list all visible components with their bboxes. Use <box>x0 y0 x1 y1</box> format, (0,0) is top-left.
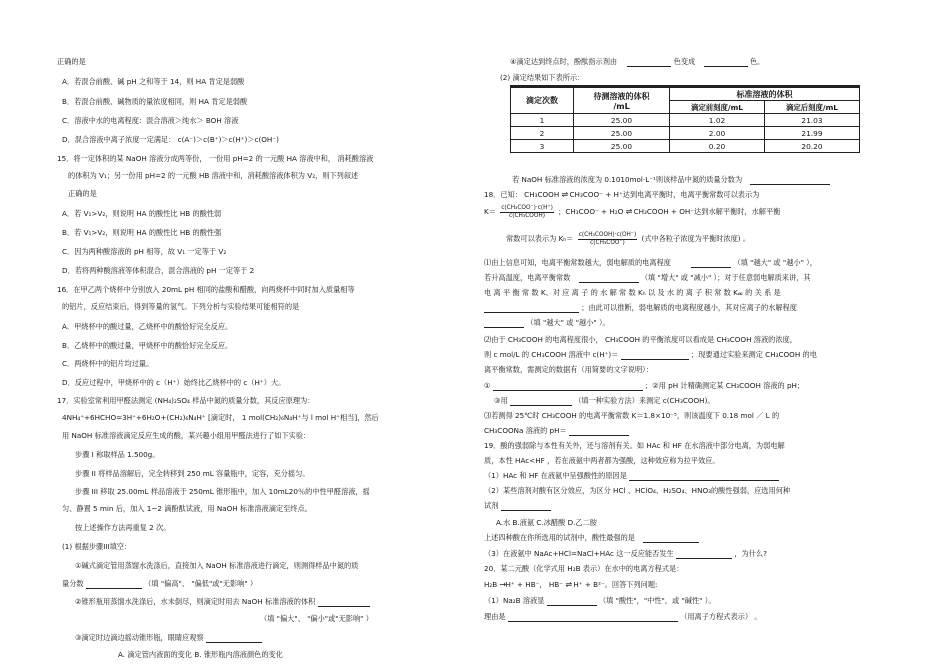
text-line: （2）某些溶剂对酸有区分效应，为区分 HCl 、HClO₄、H₂SO₄、HNO₃的酸性强弱，应选用何种 <box>484 486 791 495</box>
option-d: D．若将两种酸溶液等体积混合，混合溶液的 pH 一定等于 2 <box>62 266 255 275</box>
options-line: A.水 B.液氨 C.冰醋酸 D.乙二胺 <box>496 518 597 527</box>
text-line <box>484 471 779 481</box>
text-line <box>484 501 551 511</box>
question-19: 19．酸的强弱除与本性有关外，还与溶剂有关。如 HAc 和 HF 在水溶液中部分电离，为弱电解 <box>484 441 785 450</box>
label: ④滴定达到终点时，酚酞指示剂由 <box>510 57 618 66</box>
denominator: c(CH₃COO⁻) <box>590 239 625 246</box>
label: （填一种实验方法）来测定 c(CH₃COOH)。 <box>574 396 715 405</box>
cell: 2.00 <box>670 127 765 140</box>
numerator: c(CH₃COOH)·c(OH⁻) <box>578 232 637 238</box>
question-16: 16．在甲乙两个烧杯中分别放入 20mL pH 相同的盐酸和醋酸，向两烧杯中同时加入质量相等 <box>57 285 355 294</box>
naoh-line <box>512 175 830 185</box>
question-17: 17．实验室常利用甲醛法测定 (NH₄)₂SO₄ 样品中氮的质量分数，其反应原理为： <box>57 396 315 405</box>
option-d: D．混合溶液中离子浓度一定满足： c(A⁻)＞c(B⁺)＞c(H⁺)＞c(OH⁻) <box>62 135 279 144</box>
cell: 25.00 <box>574 140 670 153</box>
header-volume <box>574 88 670 114</box>
answer-blank[interactable] <box>676 550 732 559</box>
step-3: 步骤 III 移取 25.00mL 样品溶液于 250mL 锥形瓶中，加入 10mL20％的中性甲醛溶液，摇 <box>75 487 370 496</box>
label: H₂B <box>484 580 498 589</box>
question-15: 15．将一定体积的某 NaOH 溶液分成两等份， 一份用 pH=2 的一元酸 HA 溶液中和， 消耗酸溶液 <box>57 154 374 163</box>
header-before: 滴定前刻度/mL <box>670 101 765 114</box>
text-line <box>62 579 257 589</box>
equilibrium-arrow-icon: ⇌ <box>625 207 632 216</box>
text-line: 质，本性 HAc<HF ，若在液氨中两者都为强酸，这种效应称为拉平效应。 <box>484 456 720 465</box>
text-line <box>484 381 804 391</box>
label: K＝ <box>484 207 496 216</box>
kh-expression <box>506 232 750 246</box>
label: 则 c mol/L 的 CH₃COOH 溶液中 c(H⁺)＝ <box>484 350 619 359</box>
answer-blank[interactable] <box>508 613 678 622</box>
label: ③用 <box>494 396 508 405</box>
label: 常数可以表示为 Kₕ＝ <box>506 234 574 243</box>
options-line: A. 滴定管内液面的变化 B. 锥形瓶内溶液颜色的变化 <box>118 650 283 659</box>
label: ⑴由上信息可知，电离平衡常数越大，弱电解质的电离程度 <box>484 258 671 267</box>
option-c: C．因为两种酸溶液的 pH 相等，故 V₁ 一定等于 V₂ <box>62 247 227 256</box>
text-line <box>484 612 762 622</box>
hint: （用离子方程式表示） 。 <box>680 612 762 621</box>
cell: 1.02 <box>670 114 765 127</box>
header-volume-text: 待测溶液的体积 <box>593 91 650 101</box>
equilibrium-arrow-icon: ⇌ <box>565 580 572 589</box>
answer-blank[interactable] <box>579 274 639 283</box>
label: 量分数 <box>62 579 84 588</box>
q17-part4 <box>510 57 764 67</box>
text-line <box>484 549 767 559</box>
option-b: B．若 V₁>V₂，则说明 HA 的酸性比 HB 的酸性强 <box>62 228 222 237</box>
text-line: 匀、静置 5 min 后，加入 1~2 滴酚酞试液，用 NaOH 标准溶液滴定至终点。 <box>62 504 312 513</box>
option-c: C．溶液中水的电离程度：混合溶液＞纯水＞ BOH 溶液 <box>62 116 239 125</box>
numerator: c(CH₃COO⁻)·c(H⁺) <box>501 205 553 211</box>
label: ；现要通过实验来测定 CH₃COOH 的电 <box>691 350 817 359</box>
option-a: A．若混合前酸、碱 pH 之和等于 14，则 HA 肯定是弱酸 <box>62 77 245 86</box>
label: 上述四种酸在你所选用的试剂中，酸性最强的是 <box>484 533 635 542</box>
question-20: 20．某二元酸（化学式用 H₂B 表示）在水中的电离方程式是： <box>484 564 684 573</box>
label: H⁺ + B²⁻。回答下列问题: <box>573 580 658 589</box>
text-line <box>484 318 610 328</box>
k-expression <box>484 205 780 219</box>
text-line: 电 离 平 衡 常 数 K、对 应 离 子 的 水 解 常 数 Kₕ 以 及 水 的 离 子 积 常 数 K𝓌 的 关 系 是 <box>484 288 781 297</box>
table-row <box>511 127 860 140</box>
cell: 2 <box>511 127 574 140</box>
text-line <box>484 350 817 360</box>
k-fraction <box>500 205 554 219</box>
hint: （填 "偏大"、 "偏小"或"无影响" ） <box>260 614 373 623</box>
label: H⁺ + HB⁻， HB⁻ <box>505 580 564 589</box>
text-line <box>484 273 811 283</box>
hint: （填 "越大" 或 "越小" ）。 <box>526 318 610 327</box>
hint: （填 "酸性"，"中性"，或 "碱性" ）。 <box>598 596 716 605</box>
text-line: ①碱式滴定管用蒸馏水洗涤后，直接加入 NaOH 标准溶液进行滴定，则测得样品中氮的质 <box>75 561 359 570</box>
header-after: 滴定后刻度/mL <box>765 101 860 114</box>
header-trial: 滴定次数 <box>511 88 574 114</box>
option-a: A．若 V₁>V₂，则说明 HA 的酸性比 HB 的酸性弱 <box>62 209 222 218</box>
hint: （填 "偏高"、 "偏低"或"无影响" ） <box>144 579 258 588</box>
cell: 25.00 <box>574 114 670 127</box>
label: 若升高温度，电离平衡常数 <box>484 273 571 282</box>
part-2: ⑵由于 CH₃COOH 的电离程度很小， CH₃COOH 的平衡浓度可以看成是 CH₃COOH 溶液的浓度， <box>484 335 797 344</box>
answer-blank[interactable] <box>484 304 579 313</box>
answer-blank[interactable] <box>643 534 699 543</box>
cell: 0.20 <box>670 140 765 153</box>
text-line <box>494 396 715 406</box>
header-standard: 标准溶液的体积 <box>670 88 860 101</box>
table-row <box>511 114 860 127</box>
text-line <box>484 533 699 543</box>
answer-blank[interactable] <box>318 598 370 607</box>
label: （3）在液氨中 NaAc+HCl=NaCl+HAc 这一反应能否发生 <box>484 549 674 558</box>
label: ，为什么? <box>734 549 767 558</box>
option-a: A．甲烧杯中的酸过量，乙烧杯中的酸恰好完全反应。 <box>62 322 233 331</box>
header-volume-unit: /mL <box>613 101 630 111</box>
answer-blank[interactable] <box>750 176 830 185</box>
text-line <box>484 596 716 606</box>
table-row <box>511 140 860 153</box>
step-1: 步骤 I 称取样品 1.500g。 <box>75 450 160 459</box>
answer-blank[interactable] <box>501 502 551 511</box>
equilibrium-arrow-icon: ⇌ <box>561 190 568 199</box>
kh-fraction <box>578 232 638 246</box>
answer-blank[interactable] <box>484 319 524 328</box>
answer-blank[interactable] <box>206 634 262 643</box>
sub-question-1: (1) 根据步骤III填空： <box>62 542 132 551</box>
text-line <box>75 633 262 643</box>
text-line: 离平衡常数，需测定的数据有（用简要的文字说明）： <box>484 365 653 374</box>
text-line: 正确的是 <box>68 189 97 198</box>
label: ；②用 pH 计精确测定某 CH₃COOH 溶液的 pH； <box>645 381 805 390</box>
option-c: C．两烧杯中的铝片均过量。 <box>62 359 154 368</box>
text-line <box>75 597 370 607</box>
text-line: 的体积为 V₁；另一份用 pH=2 的一元酸 HB 溶液中和，消耗酸溶液体积为 V₂，则下列叙述 <box>68 171 359 180</box>
text-line <box>484 426 629 436</box>
answer-blank[interactable] <box>627 58 671 67</box>
label: 若 NaOH 标准溶液的浓度为 0.1010mol·L⁻¹则该样品中氮的质量分数为 <box>512 175 743 184</box>
label: ；由此可以推断，弱电解质的电离程度越小，其对应离子的水解程度 <box>581 303 797 312</box>
reaction-equation: 4NH₄⁺+6HCHO=3H⁺+6H₂O+(CH₂)₆N₄H⁺ [滴定时， 1 mol(CH₂)₆N₄H⁺与 l mol H⁺相当]，然后 <box>62 413 379 422</box>
part-1 <box>484 258 817 268</box>
denominator: c(CH₃COOH) <box>509 212 546 219</box>
text-line: 正确的是 <box>57 57 86 66</box>
answer-blank[interactable] <box>493 382 643 391</box>
step-2: 步骤 II 将样品溶解后，完全转移到 250 mL 容量瓶中，定容，充分摇匀。 <box>75 469 310 478</box>
label: (式中各粒子浓度为平衡时浓度) 。 <box>641 234 751 243</box>
cell: 3 <box>511 140 574 153</box>
hint: （填 "增大" 或 "减小" ）；对于任意弱电解质来讲，其 <box>640 273 811 282</box>
label: 色变成 <box>673 57 696 66</box>
label: CH₃COOH + OH⁻达到水解平衡时，水解平衡 <box>633 207 781 216</box>
text-line: 用 NaOH 标准溶液滴定反应生成的酸，某兴趣小组用甲醛法进行了如下实验： <box>62 431 311 440</box>
text-line: 的铝片，反应结束后，得到等量的氢气。下列分析与实验结果可能相符的是 <box>62 302 300 311</box>
text-line <box>484 303 797 313</box>
label: ③滴定时边滴边摇动锥形瓶，眼睛应观察 <box>75 633 204 642</box>
label: CH₃COONa 溶液的 pH＝ <box>484 426 567 435</box>
answer-blank[interactable] <box>547 597 597 606</box>
answer-blank[interactable] <box>704 58 748 67</box>
label: CH₃COO⁻ + H⁺达到电离平衡时，电离平衡常数可以表示为 <box>569 190 760 199</box>
label: 色。 <box>749 57 765 66</box>
cell: 25.00 <box>574 127 670 140</box>
question-18 <box>484 190 759 200</box>
label: （1）HAc 和 HF 在液氨中呈强酸性的原因是 <box>484 471 627 480</box>
part-3: ⑶若测得 25℃时 CH₃COOH 的电离平衡常数 K＝1.8×10⁻⁵，则该温度下 0.18 mol ／ L 的 <box>484 411 780 420</box>
label: 18．已知： CH₃COOH <box>484 190 560 199</box>
label: 试剂 <box>484 501 499 510</box>
answer-blank[interactable] <box>510 397 572 406</box>
answer-blank[interactable] <box>691 259 731 268</box>
label: ；CH₃COO⁻ + H₂O <box>558 207 624 216</box>
option-b: B．若混合前酸、碱物质的量浓度相同，则 HA 肯定是弱酸 <box>62 97 248 106</box>
answer-blank[interactable] <box>569 427 629 436</box>
cell: 21.03 <box>765 114 860 127</box>
option-d: D．反应过程中，甲烧杯中的 c（H⁺）始终比乙烧杯中的 c（H⁺）大。 <box>62 378 286 387</box>
label: ②锥形瓶用蒸馏水洗涤后，水未倒尽，则滴定时用去 NaOH 标准溶液的体积 <box>75 597 316 606</box>
text-line: 按上述操作方法再重复 2 次。 <box>75 523 171 532</box>
label: 理由是 <box>484 612 506 621</box>
answer-blank[interactable] <box>621 351 689 360</box>
results-table <box>510 87 860 153</box>
ionization-equations <box>484 580 657 590</box>
hint: （填 "越大" 或 "越小" ）， <box>733 258 817 267</box>
option-b: B．乙烧杯中的酸过量，甲烧杯中的酸恰好完全反应。 <box>62 341 233 350</box>
table-title: (2) 滴定结果如下表所示： <box>500 73 585 82</box>
answer-blank[interactable] <box>629 472 779 481</box>
cell: 21.99 <box>765 127 860 140</box>
answer-blank[interactable] <box>86 580 142 589</box>
cell: 1 <box>511 114 574 127</box>
cell: 20.20 <box>765 140 860 153</box>
label: ① <box>484 381 491 390</box>
right-arrow-icon: → <box>499 580 504 589</box>
label: （1）Na₂B 溶液显 <box>484 596 545 605</box>
